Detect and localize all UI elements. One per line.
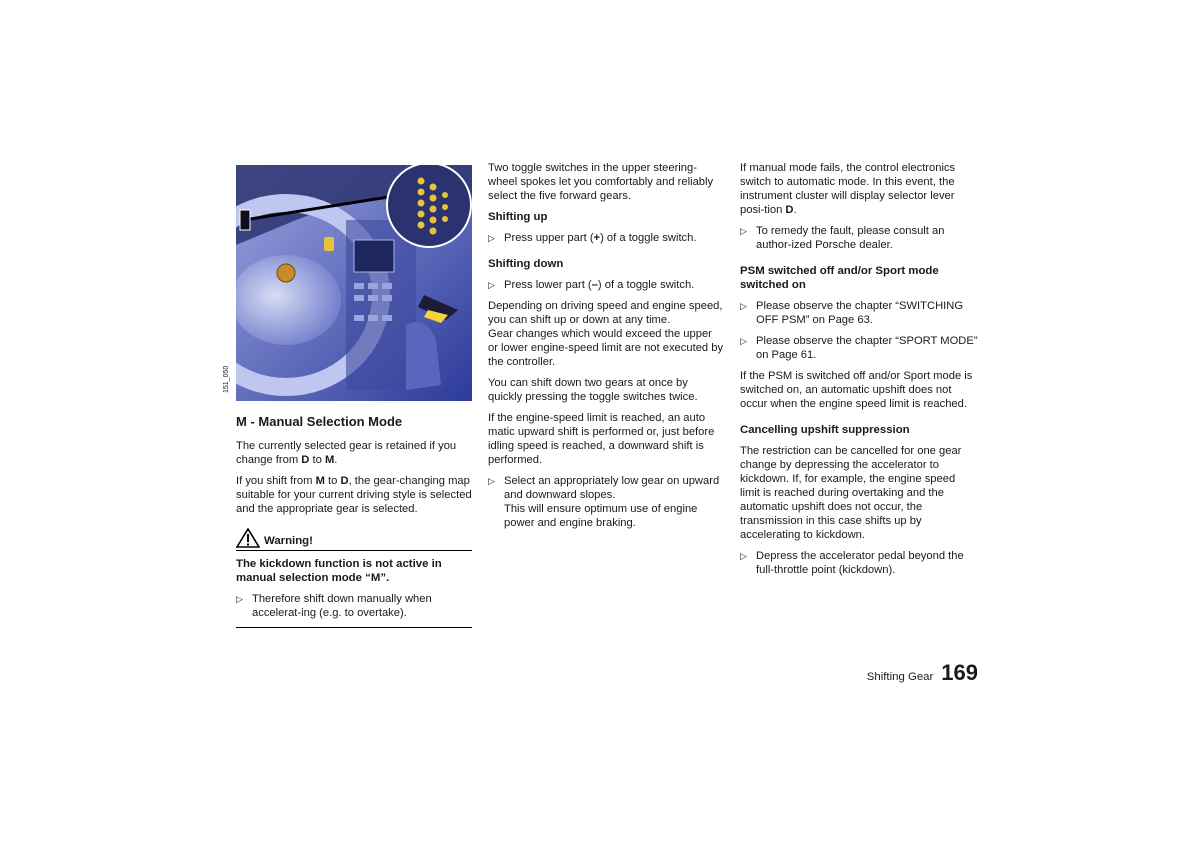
heading-shifting-down: Shifting down [488, 258, 564, 270]
bullet-arrow-icon: ▷ [488, 476, 495, 486]
paragraph: If the PSM is switched off and/or Sport mode is switched on, an automatic upshift does not occur when the engine speed limit is reached. [740, 370, 973, 410]
section-name: Shifting Gear [866, 671, 934, 683]
warning-bullet: ▷ Therefore shift down manually when accelerat-ing (e.g. to overtake). [236, 593, 432, 619]
cockpit-image [236, 165, 472, 401]
page-number: 169 [941, 660, 978, 685]
page-footer [867, 660, 978, 686]
bullet-item: ▷ Press lower part (–) of a toggle switch. [488, 279, 695, 291]
bullet-item: ▷ Please observe the chapter “SPORT MODE” on Page 61. [740, 335, 978, 361]
warning-end-rule [236, 627, 472, 628]
cockpit-illustration [223, 165, 472, 401]
bullet-arrow-icon: ▷ [488, 280, 495, 290]
bullet-arrow-icon: ▷ [740, 551, 747, 561]
heading-cancel: Cancelling upshift suppression [740, 424, 910, 436]
paragraph: Gear changes which would exceed the upper or lower engine-speed limit are not executed by the controller. [488, 328, 724, 368]
heading-shifting-up: Shifting up [488, 211, 548, 223]
paragraph: The currently selected gear is retained if you change from D to M. [236, 440, 457, 466]
paragraph: You can shift down two gears at once by quickly pressing the toggle switches twice. [488, 377, 698, 403]
bullet-arrow-icon: ▷ [740, 226, 747, 236]
figure-code: 151_050 [223, 365, 230, 393]
warning-text: The kickdown function is not active in manual selection mode “M”. [236, 558, 442, 584]
heading-psm: PSM switched off and/or Sport mode switched on [740, 265, 939, 291]
warning-label: Warning! [264, 535, 313, 547]
bullet-item: ▷ To remedy the fault, please consult an author-ized Porsche dealer. [740, 225, 945, 251]
warning-triangle-icon [236, 528, 260, 548]
paragraph: Depending on driving speed and engine speed, you can shift up or down at any time. [488, 300, 723, 326]
column-1 [223, 161, 472, 628]
bullet-arrow-icon: ▷ [740, 301, 747, 311]
bullet-arrow-icon: ▷ [488, 233, 495, 243]
warning-header [236, 528, 472, 551]
bullet-item: ▷ Press upper part (+) of a toggle switch. [488, 232, 697, 244]
paragraph: If manual mode fails, the control electronics switch to automatic mode. In this event, the instrument cluster will display selector lever posi-tion D. [740, 162, 956, 216]
bullet-item: ▷ Select an appropriately low gear on upward and downward slopes. This will ensure optimum use of engine power and engine braking. [488, 475, 720, 529]
paragraph: If the engine-speed limit is reached, an auto matic upward shift is performed or, just before idling speed is reached, a downward shift is performed. [488, 412, 715, 466]
bullet-item: ▷ Depress the accelerator pedal beyond the full-throttle point (kickdown). [740, 550, 964, 576]
paragraph: The restriction can be cancelled for one gear change by depressing the accelerator to kickdown. If, for example, the engine speed limit is reached during overtaking and the automatic upshift does not occur, the transmission in this case shifts up by accelerating to kickdown. [740, 445, 962, 541]
bullet-item: ▷ Please observe the chapter “SWITCHING OFF PSM” on Page 63. [740, 300, 964, 326]
section-title: M - Manual Selection Mode [236, 414, 403, 429]
bullet-arrow-icon: ▷ [236, 594, 243, 604]
column-2 [488, 161, 724, 537]
bullet-arrow-icon: ▷ [740, 336, 747, 346]
column-3 [740, 161, 978, 584]
paragraph: Two toggle switches in the upper steering-wheel spokes let you comfortably and reliably select the five forward gears. [488, 162, 714, 202]
paragraph: If you shift from M to D, the gear-changing map suitable for your current driving style is selected and the appropriate gear is selected. [236, 475, 472, 515]
